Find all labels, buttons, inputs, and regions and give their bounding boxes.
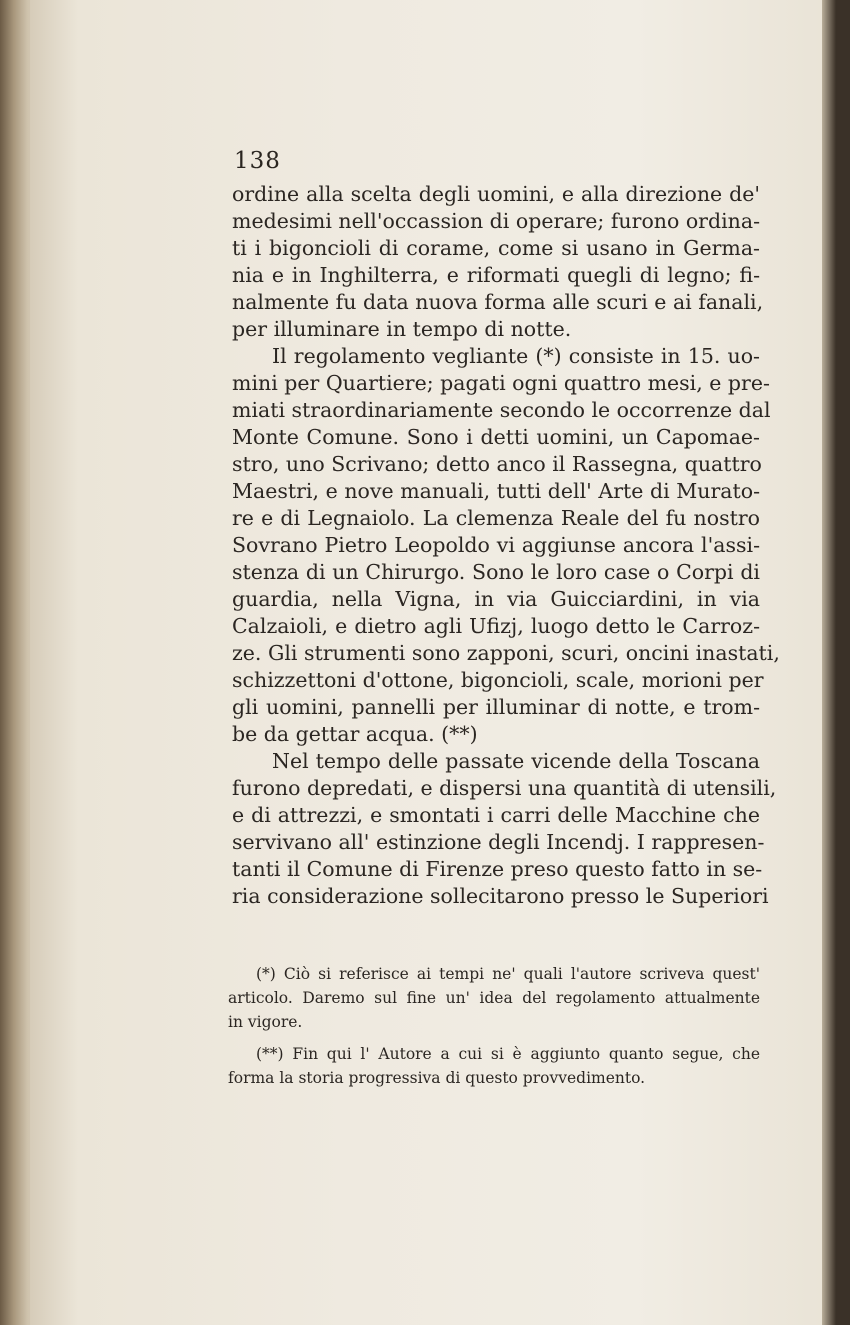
text-line: ria considerazione sollecitarono presso le Superiori bbox=[232, 884, 769, 908]
text-line: Sovrano Pietro Leopoldo vi aggiunse ancora l'assi- bbox=[232, 533, 760, 557]
text-line: be da gettar acqua. (**) bbox=[232, 722, 478, 746]
text-line: per illuminare in tempo di notte. bbox=[232, 317, 572, 341]
text-line: furono depredati, e dispersi una quantità di utensili, bbox=[232, 776, 777, 800]
page-edge-shadow bbox=[822, 0, 836, 1325]
footnote-line: in vigore. bbox=[228, 1013, 303, 1031]
text-line: guardia, nella Vigna, in via Guicciardini, in via bbox=[232, 587, 760, 611]
footnote-line: (**) Fin qui l' Autore a cui si è aggiunto quanto segue, che bbox=[256, 1045, 760, 1063]
text-line: medesimi nell'occassion di operare; furono ordina- bbox=[232, 209, 761, 233]
text-line: Calzaioli, e dietro agli Ufizj, luogo detto le Carroz- bbox=[232, 614, 760, 638]
text-line: re e di Legnaiolo. La clemenza Reale del fu nostro bbox=[232, 506, 760, 530]
text-line: mini per Quartiere; pagati ogni quattro mesi, e pre- bbox=[232, 371, 770, 395]
text-line: ti i bigoncioli di corame, come si usano in Germa- bbox=[232, 236, 760, 260]
text-line: Maestri, e nove manuali, tutti dell' Arte di Murato- bbox=[232, 479, 760, 503]
footnote-line: articolo. Daremo sul fine un' idea del regolamento attualmente bbox=[228, 989, 760, 1007]
footnote-line: forma la storia progressiva di questo provvedimento. bbox=[228, 1069, 646, 1087]
text-line: Nel tempo delle passate vicende della Toscana bbox=[272, 749, 760, 773]
text-line: ordine alla scelta degli uomini, e alla direzione de' bbox=[232, 182, 760, 206]
text-line: tanti il Comune di Firenze preso questo fatto in se- bbox=[232, 857, 763, 881]
text-line: gli uomini, pannelli per illuminar di notte, e trom- bbox=[232, 695, 760, 719]
paragraph bbox=[232, 748, 777, 910]
main-text bbox=[232, 181, 780, 910]
text-line: stro, uno Scrivano; detto anco il Rassegna, quattro bbox=[232, 452, 762, 476]
footnote bbox=[228, 962, 760, 1034]
paragraph bbox=[232, 181, 764, 343]
text-line: schizzettoni d'ottone, bigoncioli, scale, morioni per bbox=[232, 668, 764, 692]
text-line: e di attrezzi, e smontati i carri delle Macchine che bbox=[232, 803, 760, 827]
footnotes bbox=[228, 962, 760, 1090]
footnote bbox=[228, 1042, 760, 1090]
text-line: servivano all' estinzione degli Incendj. I rappresen- bbox=[232, 830, 765, 854]
footnote-line: (*) Ciò si referisce ai tempi ne' quali l'autore scriveva quest' bbox=[256, 965, 760, 983]
text-line: stenza di un Chirurgo. Sono le loro case o Corpi di bbox=[232, 560, 760, 584]
paragraph bbox=[232, 343, 780, 748]
text-line: nia e in Inghilterra, e riformati quegli di legno; fi- bbox=[232, 263, 760, 287]
text-line: ze. Gli strumenti sono zapponi, scuri, oncini inastati, bbox=[232, 641, 780, 665]
text-line: miati straordinariamente secondo le occorrenze dal bbox=[232, 398, 771, 422]
text-line: Monte Comune. Sono i detti uomini, un Capomae- bbox=[232, 425, 760, 449]
page-number: 138 bbox=[234, 148, 281, 174]
text-line: nalmente fu data nuova forma alle scuri e ai fanali, bbox=[232, 290, 764, 314]
text-line: Il regolamento vegliante (*) consiste in 15. uo- bbox=[272, 344, 760, 368]
